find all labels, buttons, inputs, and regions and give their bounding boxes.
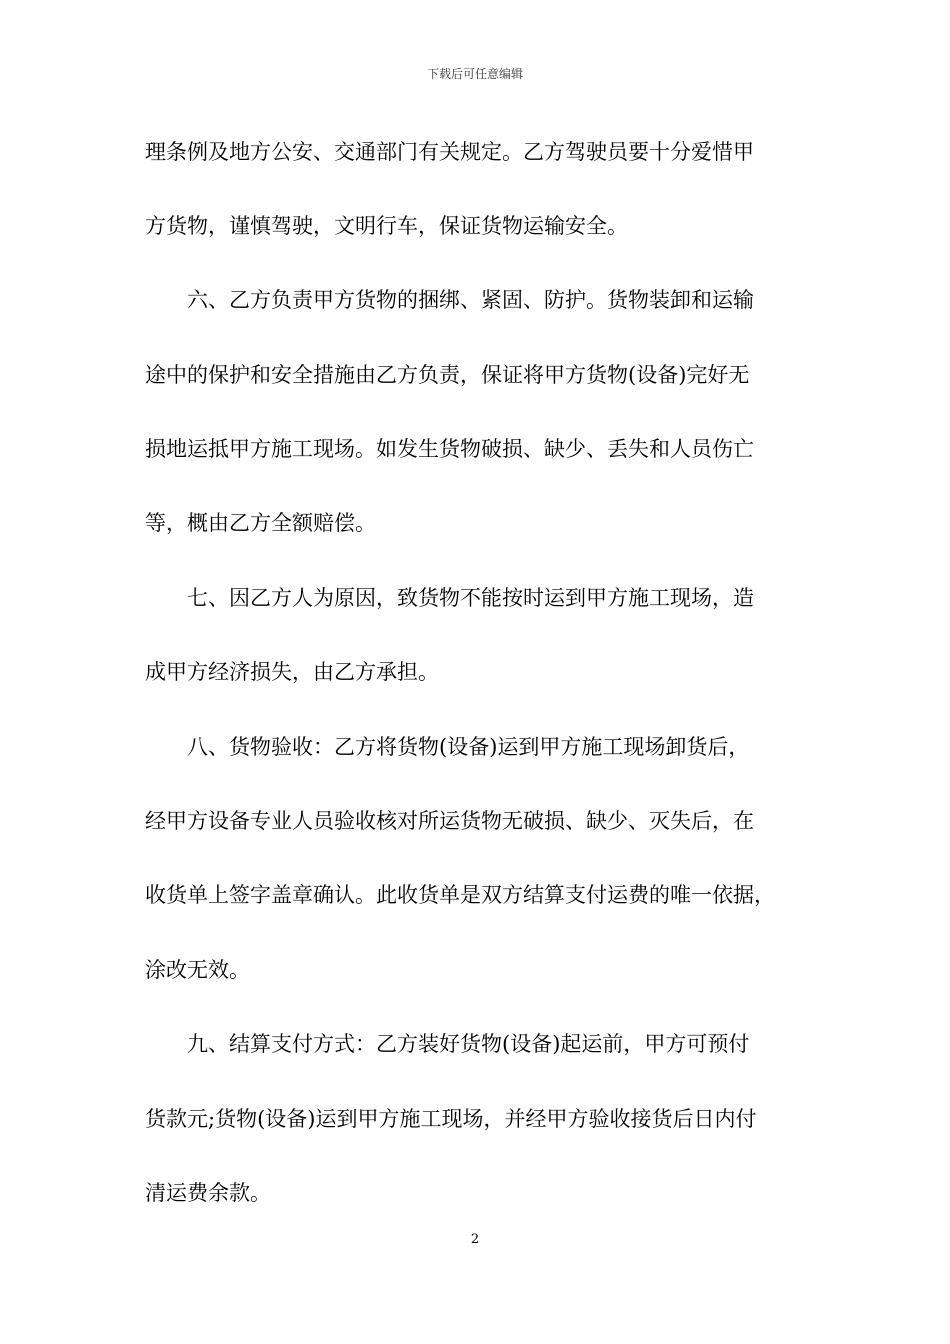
body-line: 货款元;货物(设备)运到甲方施工现场，并经甲方验收接货后日内付 <box>145 1107 757 1131</box>
page-header: 下载后可任意编辑 <box>426 67 523 81</box>
body-line: 六、乙方负责甲方货物的捆绑、紧固、防护。货物装卸和运输 <box>145 288 754 312</box>
body-line: 经甲方设备专业人员验收核对所运货物无破损、缺少、灭失后，在 <box>145 809 754 833</box>
body-line: 等，概由乙方全额赔偿。 <box>145 511 376 535</box>
body-line: 涂改无效。 <box>145 958 250 982</box>
body-line: 损地运抵甲方施工现场。如发生货物破损、缺少、丢失和人员伤亡 <box>145 437 754 461</box>
body-line: 九、结算支付方式：乙方装好货物(设备)起运前，甲方可预付 <box>145 1032 750 1056</box>
body-line: 途中的保护和安全措施由乙方负责，保证将甲方货物(设备)完好无 <box>145 363 750 387</box>
body-line: 八、货物验收：乙方将货物(设备)运到甲方施工现场卸货后， <box>145 735 750 759</box>
body-line: 方货物，谨慎驾驶，文明行车，保证货物运输安全。 <box>145 214 628 238</box>
body-line: 成甲方经济损失，由乙方承担。 <box>145 660 439 684</box>
body-line: 七、因乙方人为原因，致货物不能按时运到甲方施工现场，造 <box>145 586 754 610</box>
body-line: 清运费余款。 <box>145 1181 271 1205</box>
body-line: 收货单上签字盖章确认。此收货单是双方结算支付运费的唯一依据， <box>145 883 775 907</box>
body-line: 理条例及地方公安、交通部门有关规定。乙方驾驶员要十分爱惜甲 <box>145 140 754 164</box>
page-number: 2 <box>470 1232 480 1247</box>
